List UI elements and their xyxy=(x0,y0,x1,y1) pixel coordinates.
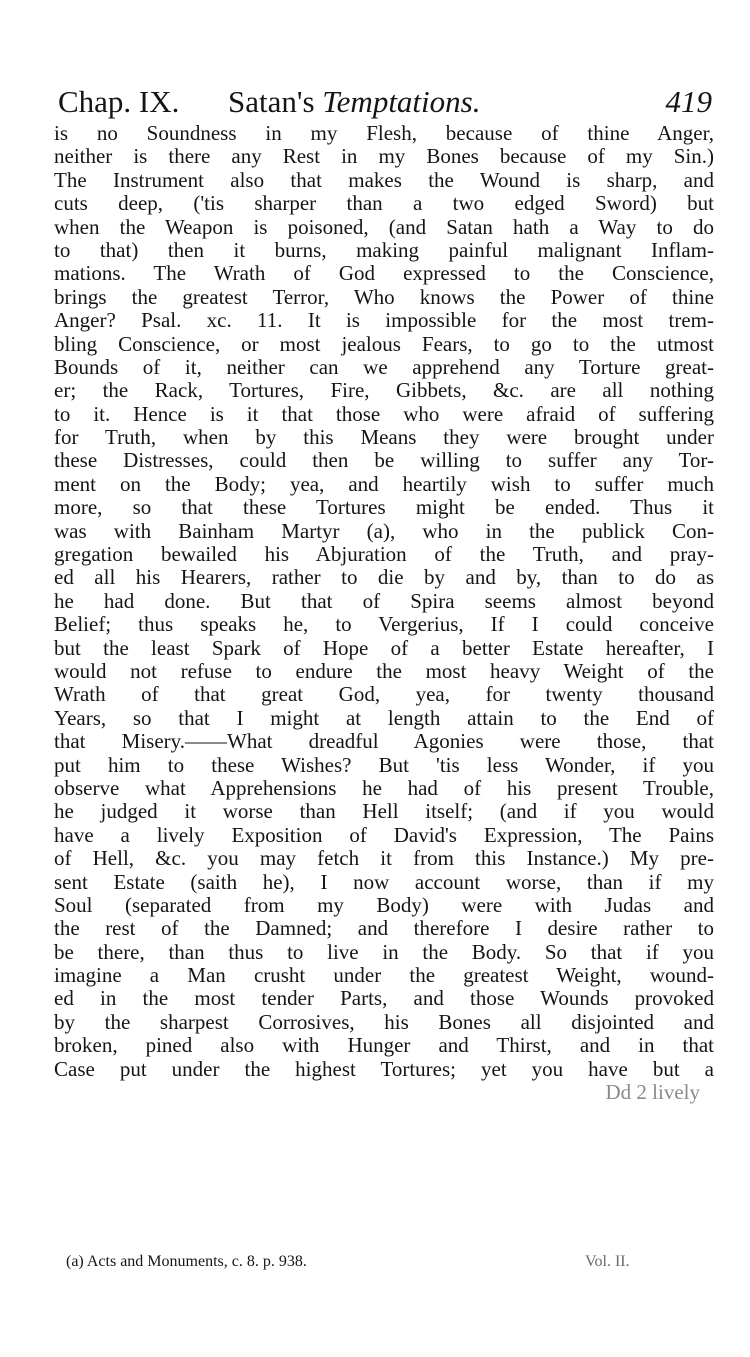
text-line: put him to these Wishes? But 'tis less Wonder, if you xyxy=(54,753,714,777)
text-line: when the Weapon is poisoned, (and Satan hath a Way to do xyxy=(54,215,714,239)
text-line: the rest of the Damned; and therefore I desire rather to xyxy=(54,917,714,941)
text-line: these Distresses, could then be willing to suffer any Tor- xyxy=(54,449,714,473)
text-line: was with Bainham Martyr (a), who in the publick Con- xyxy=(54,519,714,543)
text-line: Wrath of that great God, yea, for twenty thousand xyxy=(54,683,714,707)
text-line: more, so that these Tortures might be ended. Thus it xyxy=(54,496,714,520)
text-line: bling Conscience, or most jealous Fears, to go to the utmost xyxy=(54,332,714,356)
text-line: imagine a Man crusht under the greatest Weight, wound- xyxy=(54,964,714,988)
text-line: he had done. But that of Spira seems almost beyond xyxy=(54,589,714,613)
chapter-label: Chap. IX. xyxy=(58,84,180,119)
running-header xyxy=(58,82,712,126)
text-line: he judged it worse than Hell itself; (and if you would xyxy=(54,800,714,824)
text-line: to that) then it burns, making painful malignant Inflam- xyxy=(54,238,714,262)
text-line: gregation bewailed his Abjuration of the Truth, and pray- xyxy=(54,543,714,567)
text-line: ed in the most tender Parts, and those Wounds provoked xyxy=(54,987,714,1011)
text-line: The Instrument also that makes the Wound is sharp, and xyxy=(54,168,714,192)
footnote: (a) Acts and Monuments, c. 8. p. 938. xyxy=(66,1253,307,1270)
text-line: ed all his Hearers, rather to die by and by, than to do as xyxy=(54,566,714,590)
text-line: observe what Apprehensions he had of his present Trouble, xyxy=(54,776,714,800)
text-line: be there, than thus to live in the Body. So that if you xyxy=(54,940,714,964)
text-line: would not refuse to endure the most heavy Weight of the xyxy=(54,659,714,683)
text-line: of Hell, &c. you may fetch it from this Instance.) My pre- xyxy=(54,847,714,871)
footnote-catchmark: Vol. II. xyxy=(585,1253,630,1270)
signature-catchword-line: Dd 2 lively xyxy=(605,1081,700,1105)
text-line: Bounds of it, neither can we apprehend any Torture great- xyxy=(54,355,714,379)
text-line: Years, so that I might at length attain to the End of xyxy=(54,706,714,730)
text-line: ment on the Body; yea, and heartily wish to suffer much xyxy=(54,472,714,496)
text-line: by the sharpest Corrosives, his Bones all disjointed and xyxy=(54,1010,714,1034)
text-line: for Truth, when by this Means they were brought under xyxy=(54,426,714,450)
text-line: brings the greatest Terror, Who knows the Power of thine xyxy=(54,285,714,309)
text-line: but the least Spark of Hope of a better Estate hereafter, I xyxy=(54,636,714,660)
page-number: 419 xyxy=(665,84,712,119)
text-line: that Misery.——What dreadful Agonies were those, that xyxy=(54,730,714,754)
running-title xyxy=(228,82,480,122)
body-text xyxy=(54,122,714,1104)
text-line: mations. The Wrath of God expressed to the Conscience, xyxy=(54,262,714,286)
running-title-italic: Temptations. xyxy=(322,84,481,119)
text-line: Belief; thus speaks he, to Vergerius, If I could conceive xyxy=(54,613,714,637)
text-line: to it. Hence is it that those who were afraid of suffering xyxy=(54,402,714,426)
text-line: Case put under the highest Tortures; yet you have but a xyxy=(54,1057,714,1081)
text-line: er; the Rack, Tortures, Fire, Gibbets, &c. are all nothing xyxy=(54,379,714,403)
running-title-prefix: Satan's xyxy=(228,84,315,119)
text-line: neither is there any Rest in my Bones because of my Sin.) xyxy=(54,145,714,169)
text-line: sent Estate (saith he), I now account worse, than if my xyxy=(54,870,714,894)
text-line: Soul (separated from my Body) were with Judas and xyxy=(54,893,714,917)
text-line: broken, pined also with Hunger and Thirst, and in that xyxy=(54,1034,714,1058)
text-line: have a lively Exposition of David's Expression, The Pains xyxy=(54,823,714,847)
text-line: cuts deep, ('tis sharper than a two edged Sword) but xyxy=(54,192,714,216)
text-line: Anger? Psal. xc. 11. It is impossible for the most trem- xyxy=(54,309,714,333)
text-line: is no Soundness in my Flesh, because of thine Anger, xyxy=(54,122,714,145)
